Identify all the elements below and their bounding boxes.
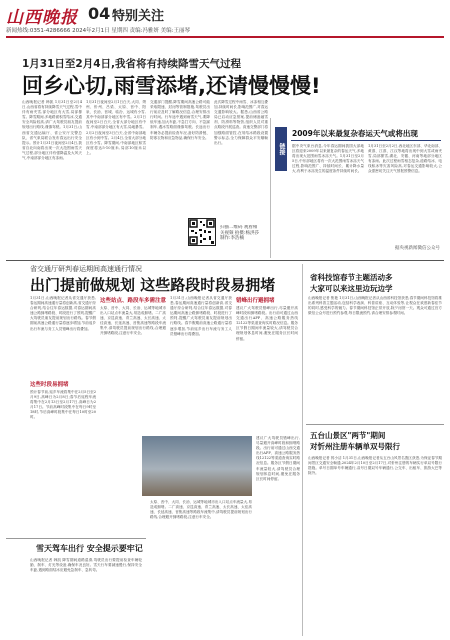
masthead-rule — [6, 36, 444, 38]
masthead-logo: 山西晚报 — [6, 8, 78, 25]
article2-column-3: 太原、晋中、大同、长治、运城等地城市出入口站点车流量大,易造成拥堵。二广高速、京昆高速、青兰高速、太长高速、太佳高速、长延高速、晋焦高速等路段车流集中,请驾驶员提前规划出行路线,合理避开拥堵路段,注意行车安全。 — [100, 306, 166, 336]
right-column-divider — [302, 264, 303, 636]
article2-subhead-3: 错峰出行避拥堵 — [236, 298, 275, 304]
right-divider — [306, 424, 444, 425]
lead-kicker: 1月31日至2月4日,我省将有持续降雪天气过程 — [22, 58, 242, 70]
lead-column-2: 1月31日夜间至2月1日白天,大同、朔州、忻州、吕梁、太原、晋中、阳泉、长治、晋城、临汾、运城有小雪,其中中南部部分地区有中雪。2月1日夜间至2日白天,全省大部分地区有中雪,中南部部分地区有大雪,局地暴雪。2月2日夜间至3日白天,全省中南部地区有小到中雪。2月4日,全省大部分地区有小雪。降雪期间,中南部地区积雪深度将达5-10厘米,局部10厘米以上。 — [86, 100, 146, 155]
sub-article-body: 山西晚报记者 韩凯 降雪期间道路湿滑,驾驶员出行要提前检查车辆轮胎、刹车、灯光等设备,确保车况良好。雪天行车要减速慢行,保持安全车距,遇到路面结冰应避免急刹车、急转弯。 — [30, 558, 142, 573]
section-divider — [6, 260, 444, 261]
article2-column-4: 建议广大驾驶员错峰出行,尽量避开高峰时段和拥堵路段。出行前可通过山西交通出行APP、高速公路服务热线12122等渠道查询实时路况信息。服务区节假日期间车流量较大,请驾驶员合理规划休息时间,避免在服务区长时间停留。 — [236, 306, 298, 341]
right-article2-title-2: 对忻州注册车辆单双号限行 — [310, 442, 400, 451]
right-article1-title: 省科技馆春节主题活动多 — [310, 273, 393, 282]
lead-column-4: 此次降雪过程中雨雪、冰冻相互叠加,持续时间长,影响范围广,对春运交通影响较大。据悉,山西省公路局已启动应急预案,提前储备融雪剂、防滑料等物资,组织人员对重点路段开展巡查。高速交警部门将加强路面管控,在易结冰路段设置警示标志,全力保障群众平安顺畅出行。 — [214, 100, 268, 145]
right-article2-body: 山西晚报记者 郭小洁 1月31日,山西晚报记者从五台山风景名胜区获悉,为保证春节期间景区交通安全畅通,2024年2月10日至2月17日,对忻州注册的车辆实行单双号限行措施。单号日期单号车辆通行,双号日期双号车辆通行,公交车、出租车、旅游大巴等除外。 — [308, 456, 442, 476]
qr-code[interactable] — [188, 218, 216, 246]
article2-column-2: 预计春节前,返乡车流将集中在2月5日至2月9日,高峰日为2月8日;春节后返程车流将集中在2月13日至2月17日,高峰日为2月17日。节前高峰时段集中在每日9时至18时,节后高峰时段集中在每日10时至20时。 — [30, 390, 96, 420]
masthead-meta: 新闻热线:0351-4286666 2024年2月1日 星期四 责编:冯雅妍 美编:王丽琴 — [6, 28, 191, 34]
sidebar-column-2: 1月31日至2月2日,西北地区东部、华北南部、黄淮、江淮、江汉等地将出现中到大雪或雨夹雪,局部暴雪,湖北、安徽、河南等地部分地区有冻雨。此次过程雨雪相态复杂,道路结冰、电线积冰等灾害风险高,对春运交通影响较大,公众需密切关注天气预报预警信息。 — [368, 144, 442, 174]
article2-headline: 出门提前做规划 这些路段时段易拥堵 — [30, 276, 276, 292]
news-photo — [142, 436, 252, 496]
section-title: 特别关注 — [112, 9, 165, 23]
article2-column-5: 建议广大驾驶员错峰出行,尽量避开高峰时段和拥堵路段。出行前可通过山西交通出行APP、高速公路服务热线12122等渠道查询实时路况信息。服务区节假日期间车流量较大,请驾驶员合理规划休息时间,避免在服务区长时间停留。 — [256, 436, 300, 481]
article2-subhead-2: 这些站点、路段车多需注意 — [100, 298, 167, 304]
qr-code-icon — [189, 219, 215, 245]
article2-column-6: 太原、晋中、大同、长治、运城等地城市出入口站点车流量大,易造成拥堵。二广高速、京昆高速、青兰高速、太长高速、太佳高速、长延高速、晋焦高速等路段车流集中,请驾驶员提前规划出行路线,合理避开拥堵路段,注意行车安全。 — [150, 500, 252, 520]
article2-column-3b: 1月31日,山西晚报记者从省交通厅获悉,春运期间高速通行量将创新高,省交通厅综合研判,结合往年春运数据,对春运期间高速公路拥堵路段、时段进行了预判,提醒广大驾驶员朋友提前规划出行路线。春节假期前高速公路通行量将逐步增加,节前返乡出行车流与务工人员错峰出行将叠加。 — [170, 296, 232, 336]
article2-column-1: 1月31日,山西晚报记者从省交通厅获悉,春运期间高速通行量将创新高,省交通厅综合研判,结合往年春运数据,对春运期间高速公路拥堵路段、时段进行了预判,提醒广大驾驶员朋友提前规划出行路线。春节假期前高速公路通行量将逐步增加,节前返乡出行车流与务工人员错峰出行将叠加。 — [30, 296, 96, 331]
sidebar-source: 据央视新闻微信公众号 — [395, 246, 440, 251]
right-article1-body: 山西晚报记者 焦艳 1月31日,山西晚报记者从山西省科技馆获悉,春节期间科技馆将推出系列科普主题活动,包括科学表演、科普讲座、互动体验等,让观众在欢度新春佳节的同时,感受科学的魅力。春节期间科技馆正常开放,除夕闭馆一天。观众可通过官方微信公众号进行预约参观,每日限流预约,请合理安排参观时间。 — [308, 296, 442, 316]
article2-subhead-1: 这些时段易拥堵 — [30, 382, 69, 388]
lead-column-3: 交通部门提醒,降雪期间高速公路可能采取限速、封闭等管制措施,驾驶员出行前应及时了解路况信息,合理安排出行时间。行车途中遇到雨雪天气,要降低车速,加大车距,不急打方向、不急踩刹车,遇冰雪路面谨慎驾驶。长途出行车辆务必提前检查车况,备好防滑链、防寒衣物和应急物品,确保行车安全。 — [150, 100, 210, 140]
right-article2-title: 五台山景区"两节"期间 — [310, 431, 386, 440]
sidebar-tag: 链接 — [275, 127, 287, 171]
sub-article-divider — [6, 538, 146, 539]
column-divider — [270, 118, 271, 258]
sidebar-title: 2009年以来最复杂春运天气或将出现 — [292, 129, 418, 138]
lead-column-1: 山西晚报记者 韩凯 1月31日至2月4日,山西省将有持续降雪天气过程,雪中伴有雨夹雪,部分地区有大雪,局部暴雪。降雪期间,多地路面积雪结冰,交通安全风险较高,请广大驾驶员朋友提前规划出行路线,谨慎驾驶。1月31日,山西省交通运输厅、省公安厅交警总队、省气象局联合发布春运出行安全提示。预计1月31日夜间至2月4日,我省自北向南将出现一次大范围雨雪天气过程,部分地区伴有强降温及大风天气,中南部部分地区有冻雨。 — [22, 100, 82, 161]
qr-caption: 扫描二维码 观看相关视频 拍摄:杨洪莎 制作:李浩楠 — [220, 225, 259, 241]
page-number: 04 — [88, 4, 110, 23]
sidebar-column-1: 据中央气象台消息,今年春运期间我国大部地区将迎来2009年以来最复杂的春运天气,多地将出现大范围雨雪冰冻天气。1月31日至2月5日,中东部地区将有一次大范围雨雪冰冻天气过程,影响范围广、持续时间长、累计降水量大,有利于冰冻发生的温度条件持续时间长。 — [292, 144, 364, 174]
sub-article-title: 雪天驾车出行 安全提示要牢记 — [36, 544, 143, 553]
lead-headline: 回乡心切,雨雪添堵,还请慢慢慢! — [22, 74, 321, 96]
article2-kicker: 省交通厅研判春运期间高速通行情况 — [30, 265, 142, 273]
right-article1-title-2: 大家可以来这里边玩边学 — [310, 284, 393, 293]
